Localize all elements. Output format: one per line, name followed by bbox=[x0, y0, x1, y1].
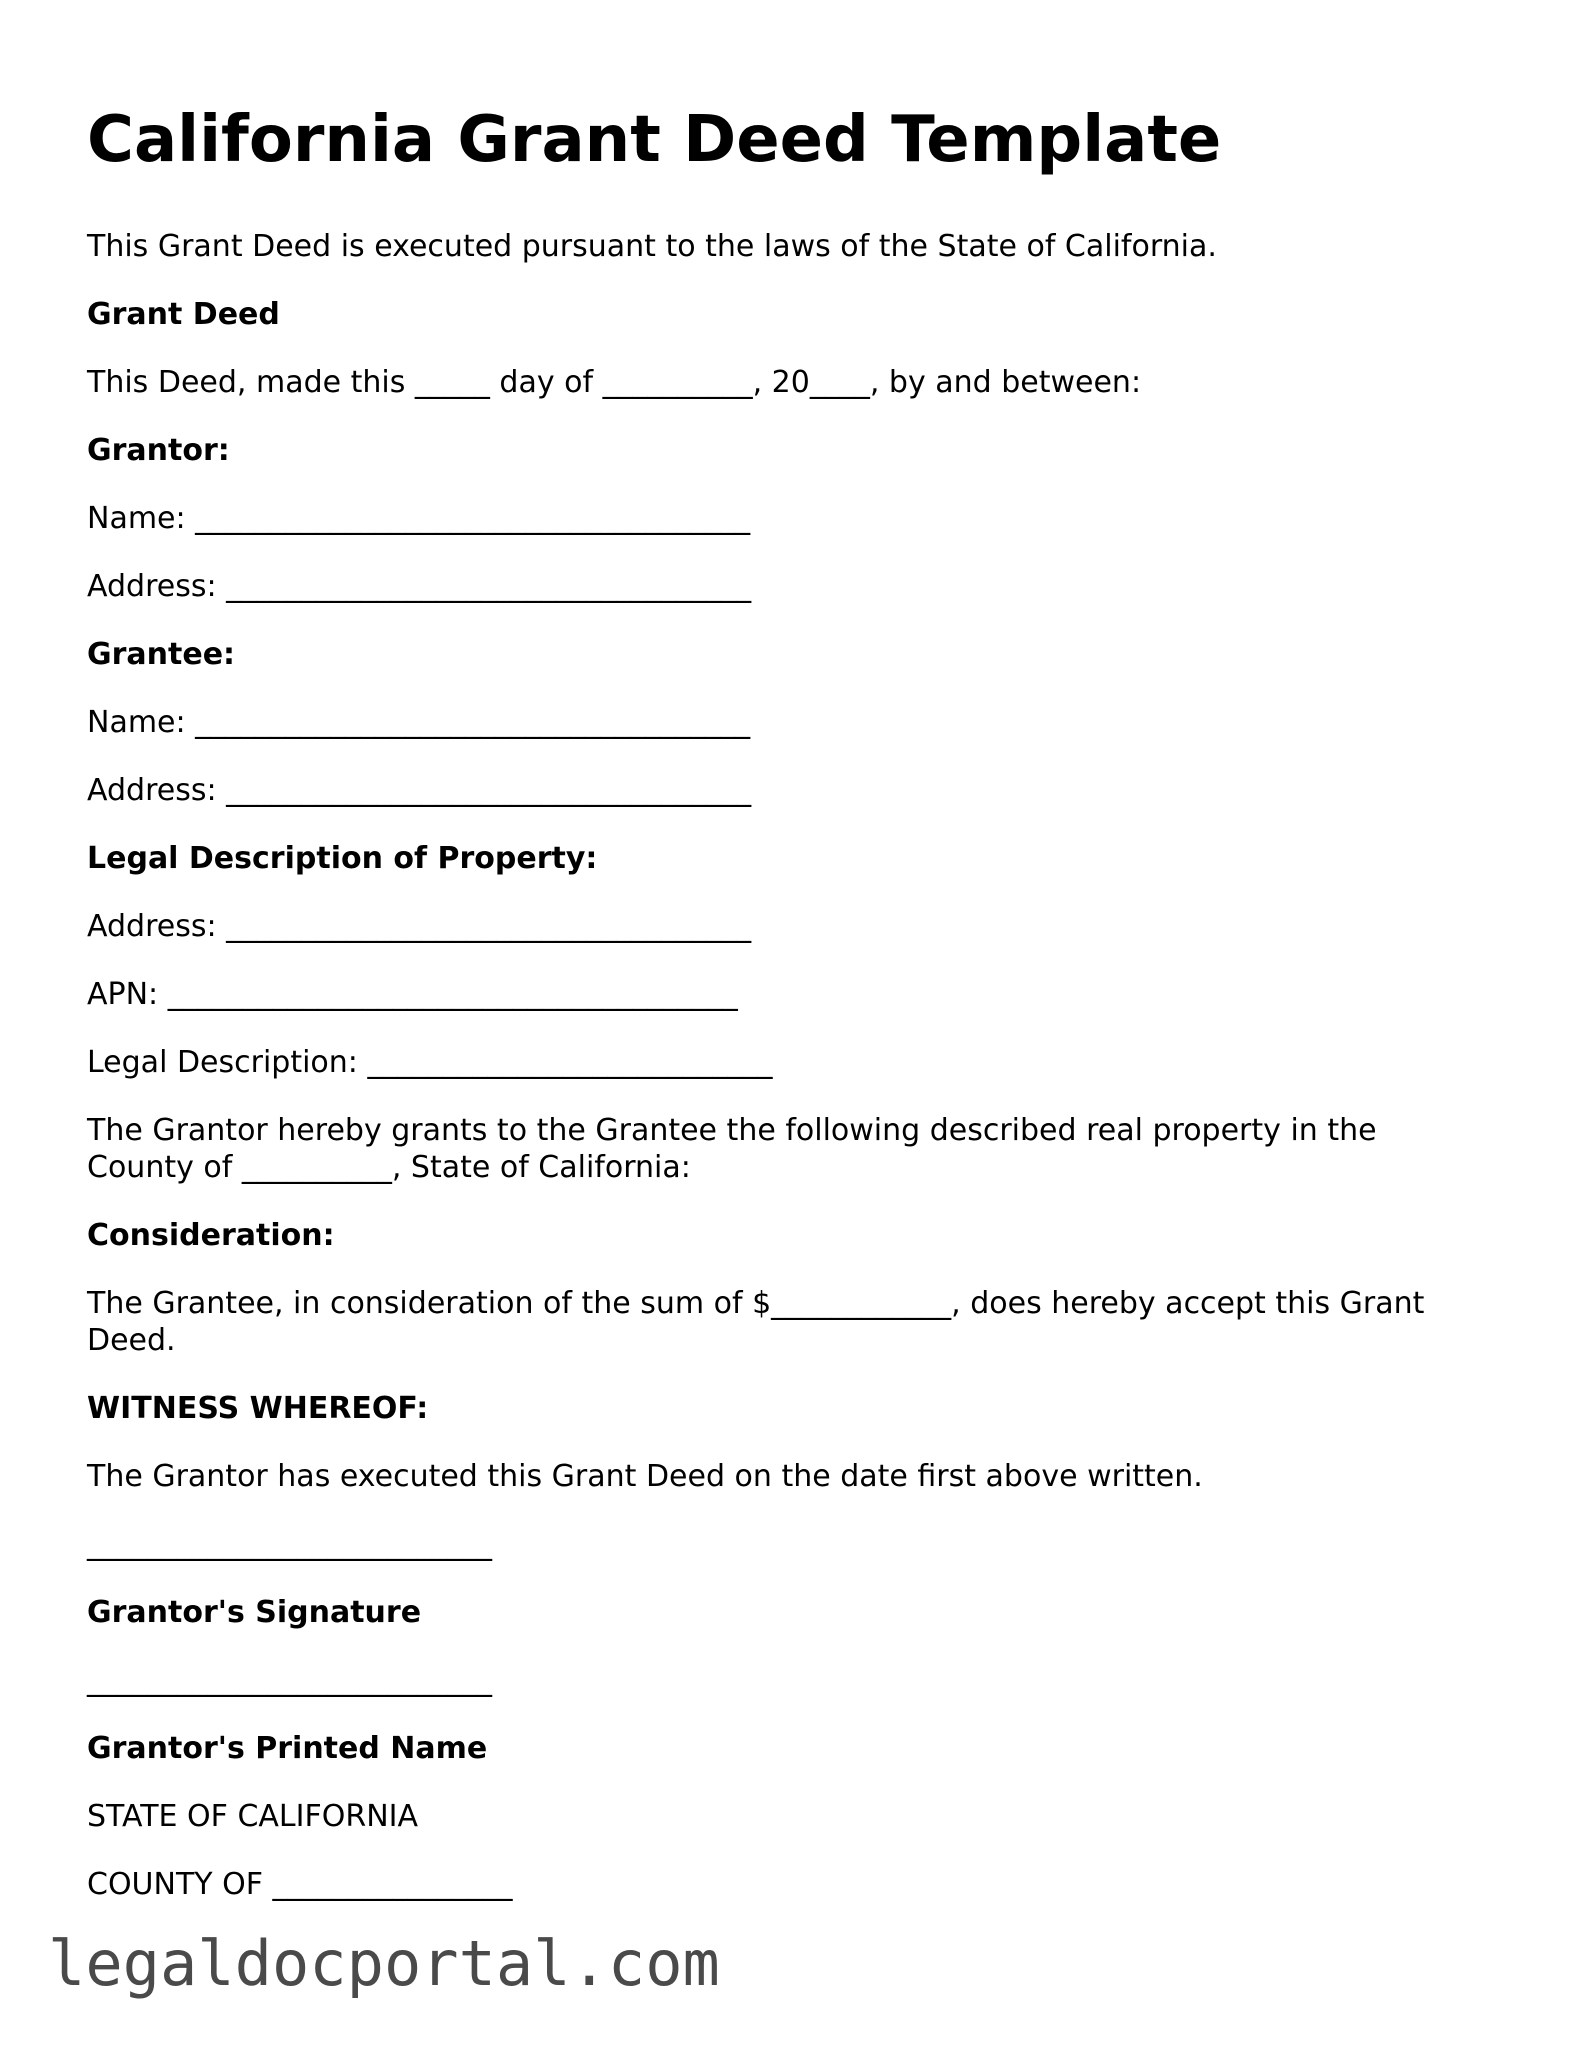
intro-text: This Grant Deed is executed pursuant to the laws of the State of California. bbox=[87, 229, 1217, 264]
document-title: California Grant Deed Template bbox=[87, 103, 1222, 177]
consideration-text: The Grantee, in consideration of the sum of $____________, does hereby accept this Grant Deed. bbox=[87, 1286, 1425, 1358]
property-legal-description-field: Legal Description: ___________________________ bbox=[87, 1045, 773, 1080]
printed-name-blank: ___________________________ bbox=[87, 1663, 492, 1698]
grantor-heading: Grantor: bbox=[87, 433, 230, 468]
grantor-name-field: Name: _____________________________________ bbox=[87, 501, 751, 536]
grantor-address-field: Address: ___________________________________ bbox=[87, 569, 752, 604]
property-heading: Legal Description of Property: bbox=[87, 841, 598, 876]
grantee-heading: Grantee: bbox=[87, 637, 236, 672]
notary-county-line: COUNTY OF ________________ bbox=[87, 1867, 513, 1902]
witness-text: The Grantor has executed this Grant Deed on the date first above written. bbox=[87, 1459, 1203, 1494]
property-address-field: Address: ___________________________________ bbox=[87, 909, 752, 944]
notary-state-line: STATE OF CALIFORNIA bbox=[87, 1799, 419, 1834]
witness-heading: WITNESS WHEREOF: bbox=[87, 1391, 429, 1426]
grantee-address-field: Address: ___________________________________ bbox=[87, 773, 752, 808]
watermark: legaldocportal.com bbox=[48, 1927, 720, 2000]
signature-blank: ___________________________ bbox=[87, 1527, 492, 1562]
grantee-name-field: Name: _____________________________________ bbox=[87, 705, 751, 740]
signature-label: Grantor's Signature bbox=[87, 1595, 422, 1630]
grant-statement: The Grantor hereby grants to the Grantee the following described real property in the County of __________, State of California: bbox=[87, 1113, 1377, 1185]
printed-name-label: Grantor's Printed Name bbox=[87, 1731, 488, 1766]
grant-deed-heading: Grant Deed bbox=[87, 297, 280, 332]
property-apn-field: APN: ______________________________________ bbox=[87, 977, 738, 1012]
deed-date-line: This Deed, made this _____ day of __________, 20____, by and between: bbox=[87, 365, 1142, 400]
consideration-heading: Consideration: bbox=[87, 1218, 335, 1253]
